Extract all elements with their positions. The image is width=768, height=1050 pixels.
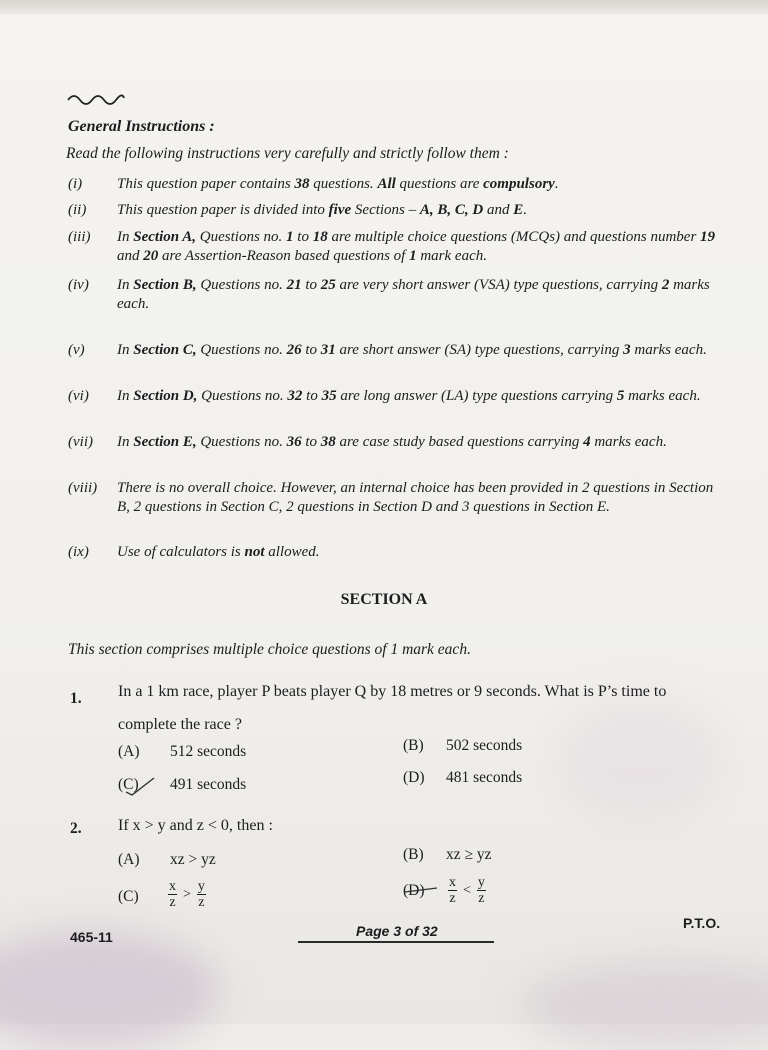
pto-label: P.T.O. <box>683 915 721 931</box>
option-label: (A) <box>118 743 140 760</box>
bold-run: Section B, <box>133 277 197 293</box>
text-run: to <box>302 388 322 404</box>
option-label: (C) <box>118 776 139 793</box>
option-text: xz ≥ yz <box>446 846 492 863</box>
text-run: marks each. <box>630 342 707 358</box>
option-text: 502 seconds <box>446 737 523 754</box>
option-label: (B) <box>403 737 424 754</box>
text-run: to <box>301 434 321 450</box>
numerator: y <box>197 879 205 894</box>
text-run: are multiple choice questions (MCQs) and questions number <box>327 229 701 245</box>
bold-run: Section D, <box>133 388 198 404</box>
text-run: This question paper contains <box>117 176 295 192</box>
text-run: . <box>523 202 528 218</box>
page-top-edge <box>0 0 768 14</box>
instruction-text <box>117 479 717 517</box>
text-run: are case study based questions carrying <box>335 434 584 450</box>
option-label: (D) <box>403 769 425 786</box>
bold-run: All <box>377 176 396 192</box>
wave-mark-icon <box>66 91 126 105</box>
denominator: z <box>169 895 176 910</box>
question-text: In a 1 km race, player P beats player Q by 18 metres or 9 seconds. What is P’s time to complete the race ? <box>118 683 667 733</box>
instruction-number: (vi) <box>68 388 89 404</box>
comparison-operator: > <box>183 886 191 902</box>
footer-underline <box>298 941 494 943</box>
bold-run: 2 <box>661 277 670 293</box>
text-run: are very short answer (VSA) type questions, carrying <box>335 277 662 293</box>
text-run: Questions no. <box>196 434 287 450</box>
text-run: allowed. <box>264 544 320 560</box>
text-run: to <box>293 229 313 245</box>
bold-run: 5 <box>616 388 625 404</box>
instruction-text <box>117 276 717 314</box>
text-run: This question paper is divided into <box>117 202 329 218</box>
text-run: questions are <box>395 176 484 192</box>
text-run: are long answer (LA) type questions carrying <box>336 388 617 404</box>
option-text: 481 seconds <box>446 769 523 786</box>
text-run: In <box>117 342 134 358</box>
bold-run: compulsory <box>483 176 555 192</box>
bold-run: 36 <box>286 434 302 450</box>
bold-run: E <box>513 202 524 218</box>
text-run: Sections – <box>351 202 420 218</box>
text-run: In <box>117 434 134 450</box>
instruction-number: (viii) <box>68 480 98 496</box>
text-run: and <box>483 202 514 218</box>
text-run: are Assertion-Reason based questions of <box>158 248 410 264</box>
instruction-text <box>117 433 717 452</box>
numerator: x <box>449 875 456 890</box>
bold-run: 32 <box>287 388 303 404</box>
bold-run: 25 <box>320 277 336 293</box>
denominator: z <box>198 895 205 910</box>
bold-run: 4 <box>583 434 591 450</box>
fraction-expression <box>448 875 486 906</box>
handwritten-tick-mark <box>118 774 158 796</box>
bold-run: A, B, C, D <box>419 202 484 218</box>
denominator: z <box>478 891 485 906</box>
instructions-intro: Read the following instructions very carefully and strictly follow them : <box>66 145 509 162</box>
denominator: z <box>449 891 456 906</box>
text-run: In <box>117 388 134 404</box>
bold-run: 21 <box>286 277 302 293</box>
instruction-number: (ix) <box>68 544 89 560</box>
question-number: 2. <box>70 820 82 837</box>
fraction-expression <box>168 879 206 910</box>
comparison-operator: < <box>463 882 471 898</box>
option-label: (C) <box>118 888 139 905</box>
instruction-number: (v) <box>68 342 85 358</box>
bold-run: Section E, <box>133 434 197 450</box>
text-run: questions. <box>309 176 378 192</box>
instruction-number: (iv) <box>68 277 89 293</box>
text-run: Questions no. <box>196 277 287 293</box>
shadow-smudge <box>520 960 768 1050</box>
option-text: 491 seconds <box>170 776 247 793</box>
text-run: marks each. <box>590 434 667 450</box>
shadow-smudge <box>0 930 220 1050</box>
question-number: 1. <box>70 690 82 707</box>
bold-run: Section A, <box>133 229 197 245</box>
instruction-number: (vii) <box>68 434 93 450</box>
text-run: There is no overall choice. However, an internal choice has been provided in 2 questions in Section B, 2 questions in Section C, 2 questions in Section D and 3 questions in Section E. <box>117 480 714 515</box>
option-label: (B) <box>403 846 424 863</box>
paper-code: 465-11 <box>70 929 113 945</box>
question-text: If x > y and z < 0, then : <box>118 817 273 834</box>
bold-run: 31 <box>320 342 336 358</box>
instruction-number: (i) <box>68 176 83 192</box>
bold-run: 20 <box>143 248 159 264</box>
general-instructions-heading: General Instructions : <box>68 118 215 135</box>
text-run: to <box>301 277 321 293</box>
option-label: (D) <box>403 882 425 899</box>
numerator: y <box>477 875 485 890</box>
text-run: are short answer (SA) type questions, carrying <box>335 342 624 358</box>
bold-run: 3 <box>623 342 631 358</box>
text-run: In <box>117 229 134 245</box>
text-run: marks each. <box>624 388 701 404</box>
instruction-text <box>117 387 717 406</box>
instruction-text <box>117 228 717 266</box>
bold-run: Section C, <box>133 342 197 358</box>
handwritten-strike-mark <box>403 882 439 898</box>
option-text: xz > yz <box>170 851 216 868</box>
instruction-text <box>117 341 717 360</box>
text-run: . <box>554 176 559 192</box>
bold-run: 35 <box>321 388 337 404</box>
section-a-description: This section comprises multiple choice questions of 1 mark each. <box>68 641 471 658</box>
bold-run: 26 <box>286 342 302 358</box>
numerator: x <box>169 879 176 894</box>
text-run: Questions no. <box>197 388 288 404</box>
instruction-text <box>117 201 717 220</box>
text-run: In <box>117 277 134 293</box>
option-text: 512 seconds <box>170 743 247 760</box>
bold-run: not <box>244 544 265 560</box>
option-label: (A) <box>118 851 140 868</box>
bold-run: five <box>328 202 352 218</box>
text-run: and <box>117 248 144 264</box>
text-run: Questions no. <box>196 342 287 358</box>
instruction-text <box>117 175 717 194</box>
instruction-number: (iii) <box>68 229 91 245</box>
bold-run: 1 <box>409 248 417 264</box>
bold-run: 38 <box>320 434 336 450</box>
page-number: Page 3 of 32 <box>356 923 438 939</box>
bold-run: 18 <box>312 229 328 245</box>
instruction-text <box>117 543 717 562</box>
text-run: mark each. <box>416 248 487 264</box>
bold-run: 1 <box>286 229 294 245</box>
text-run: to <box>301 342 321 358</box>
text-run: marks each. <box>117 277 710 312</box>
text-run: Use of calculators is <box>117 544 245 560</box>
bold-run: 19 <box>700 229 716 245</box>
instruction-number: (ii) <box>68 202 87 218</box>
text-run: Questions no. <box>196 229 287 245</box>
section-a-title: SECTION A <box>340 591 428 608</box>
bold-run: 38 <box>294 176 310 192</box>
